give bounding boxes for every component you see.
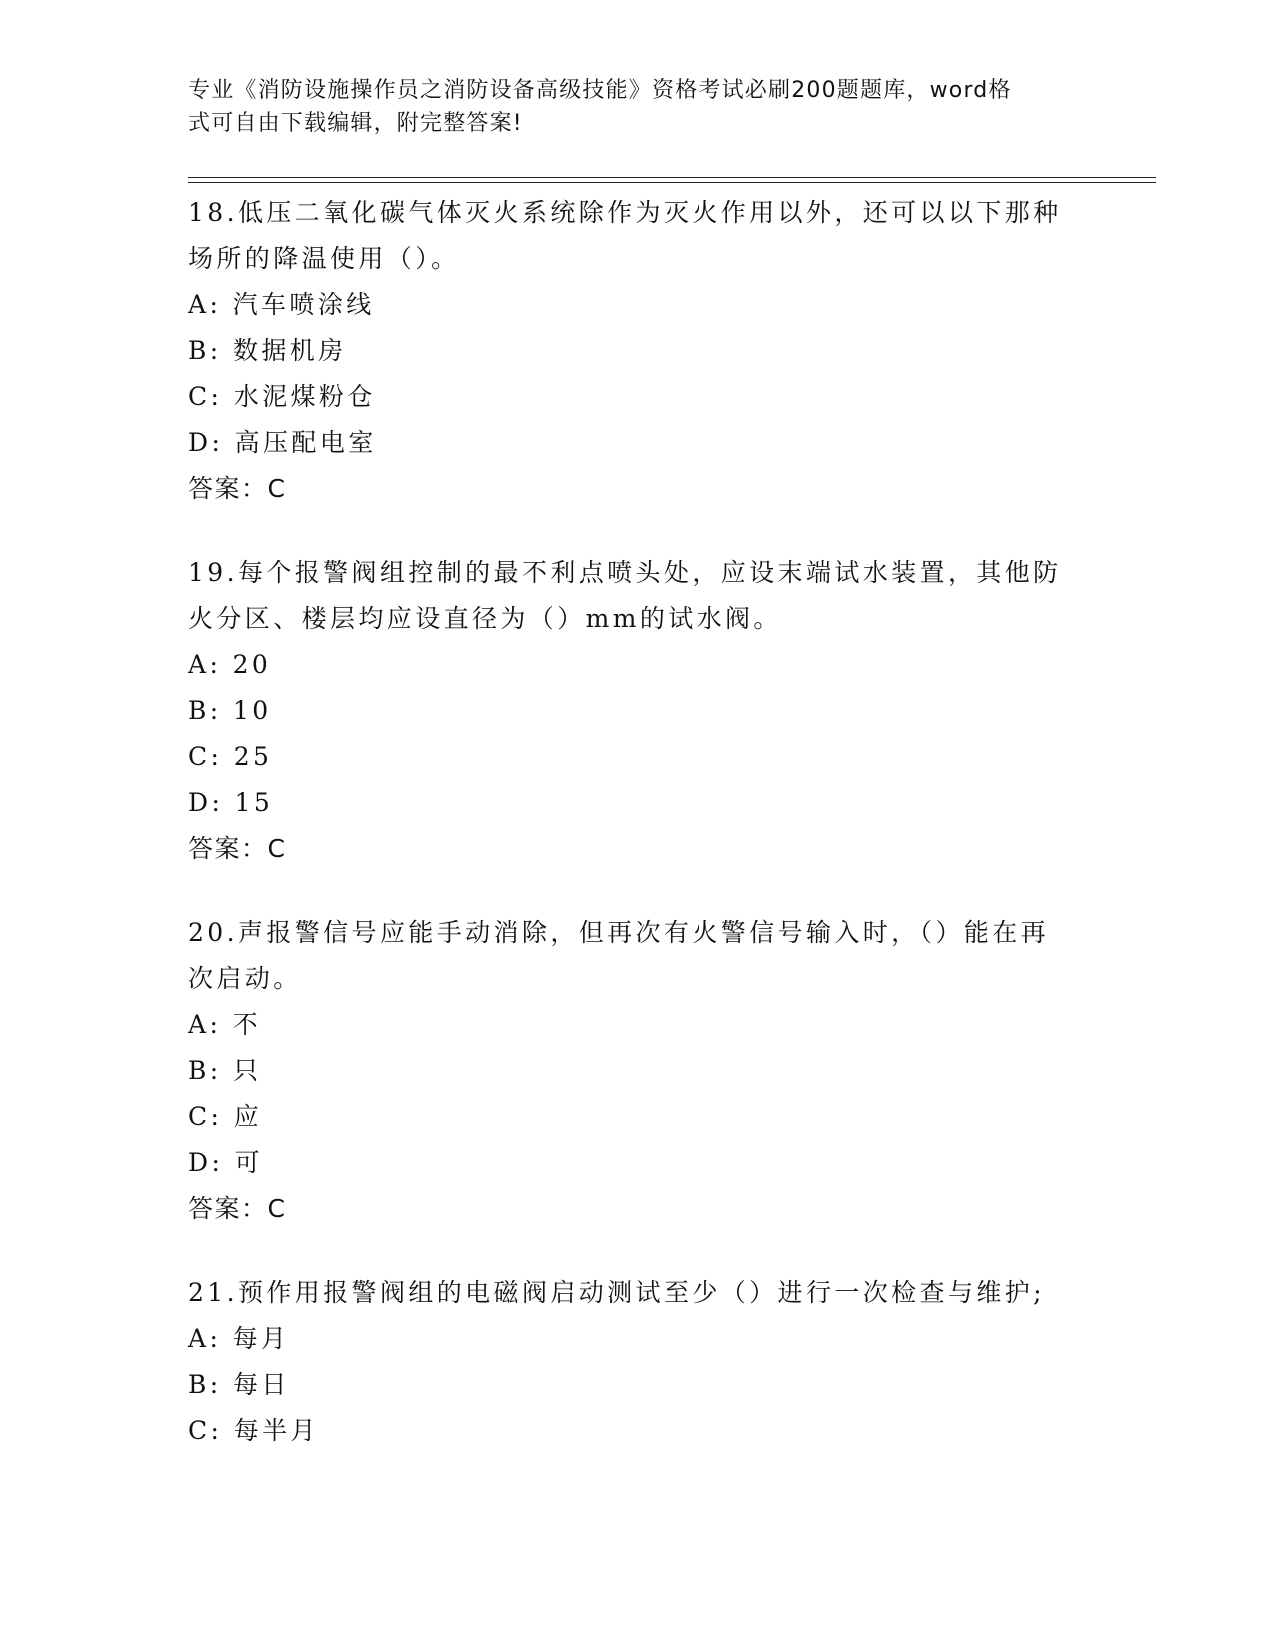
question-text-line: 19.每个报警阀组控制的最不利点喷头处，应设末端试水装置，其他防 [188,558,1062,587]
question-text-line: 火分区、楼层均应设直径为（）mm的试水阀。 [188,604,782,633]
question-text-line: 18.低压二氧化碳气体灭火系统除作为灭火作用以外，还可以以下那种 [188,198,1062,227]
answer: 答案：C [188,834,287,863]
question-21 [188,1270,1088,1454]
question-text-line: 次启动。 [188,964,302,993]
option-a: A: 汽车喷涂线 [188,290,375,319]
header-line-1: 专业《消防设施操作员之消防设备高级技能》资格考试必刷200题题库，word格 [188,78,1012,103]
option-d: D: 可 [188,1148,264,1177]
option-b: B: 只 [188,1056,262,1085]
option-a: A: 每月 [188,1324,290,1353]
question-text [188,910,1088,1002]
option-c: C: 应 [188,1102,263,1131]
option-c: C: 水泥煤粉仓 [188,382,376,411]
option-c: C: 每半月 [188,1416,319,1445]
option-d: D: 15 [188,788,274,817]
answer: 答案：C [188,1194,287,1223]
question-20 [188,910,1088,1232]
option-d: D: 高压配电室 [188,428,377,457]
header-divider-top [188,177,1156,178]
question-text [188,190,1088,282]
option-c: C: 25 [188,742,273,771]
question-list [188,190,1088,1492]
question-text [188,550,1088,642]
option-b: B: 每日 [188,1370,290,1399]
question-text-line: 21.预作用报警阀组的电磁阀启动测试至少（）进行一次检查与维护; [188,1278,1045,1307]
question-18 [188,190,1088,512]
option-a: A: 不 [188,1010,262,1039]
option-b: B: 数据机房 [188,336,347,365]
question-text [188,1270,1088,1316]
question-text-line: 20.声报警信号应能手动消除，但再次有火警信号输入时，（）能在再 [188,918,1050,947]
option-b: B: 10 [188,696,272,725]
option-a: A: 20 [188,650,272,679]
answer: 答案：C [188,474,287,503]
document-header [188,74,1068,140]
header-divider-bottom [188,182,1156,183]
question-19 [188,550,1088,872]
question-text-line: 场所的降温使用（）。 [188,244,460,273]
header-line-2: 式可自由下载编辑，附完整答案! [188,111,523,136]
